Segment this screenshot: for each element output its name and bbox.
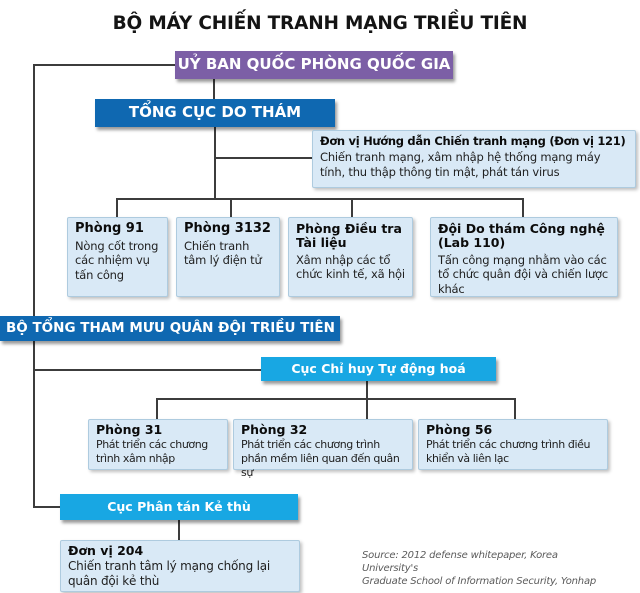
node-title: Đội Do thám Công nghệ (Lab 110)	[438, 221, 605, 251]
node-desc: Phát triển các chương trình điều khiển và liên lạc	[426, 438, 591, 466]
node-title: Đơn vị 204	[68, 543, 144, 558]
node-title: Phòng 3132	[184, 221, 271, 236]
connector-line	[33, 369, 262, 371]
connector-line	[117, 198, 524, 200]
node-title: Phòng 56	[426, 422, 493, 437]
node-automation-bureau	[261, 357, 496, 381]
connector-line	[213, 79, 215, 100]
connector-line	[230, 198, 232, 218]
node-title: Phòng Điều tra Tài liệu	[296, 221, 402, 251]
node-desc: Phát triển các chương trình xâm nhập	[96, 438, 208, 466]
source-attribution	[362, 549, 612, 588]
node-office-3132	[176, 217, 280, 297]
node-label: Cục Chỉ huy Tự động hoá	[291, 361, 466, 377]
node-office-31	[88, 419, 228, 470]
node-unit-121	[312, 130, 636, 188]
source-line: Graduate School of Information Security, Yonhap	[362, 576, 597, 587]
node-recon-general-bureau	[95, 99, 335, 127]
node-lab-110	[430, 217, 618, 297]
node-desc: Phát triển các chương trình phần mềm liên quan đến quân sự	[241, 438, 400, 479]
node-enemy-dispersion-bureau	[60, 494, 298, 520]
node-unit-204	[60, 540, 300, 592]
connector-line	[156, 398, 158, 420]
node-title: Phòng 32	[241, 422, 308, 437]
node-title: Đơn vị Hướng dẫn Chiến tranh mạng (Đơn vị 121)	[320, 134, 626, 148]
connector-line	[33, 64, 177, 66]
node-desc: Nòng cốt trong các nhiệm vụ tấn công	[75, 238, 159, 282]
node-desc: Chiến tranh tâm lý điện tử	[184, 238, 262, 268]
connector-line	[522, 198, 524, 218]
connector-line	[157, 398, 516, 400]
connector-line	[33, 506, 61, 508]
node-doc-investigation-office	[288, 217, 413, 297]
chart-title: BỘ MÁY CHIẾN TRANH MẠNG TRIỀU TIÊN	[112, 13, 528, 34]
connector-line	[514, 398, 516, 420]
connector-line	[33, 64, 35, 508]
node-national-defense-commission	[175, 51, 453, 79]
node-office-32	[233, 419, 413, 479]
connector-line	[214, 126, 216, 200]
node-desc: Chiến tranh tâm lý mạng chống lại quân đội kẻ thù	[68, 559, 271, 589]
node-office-56	[418, 419, 608, 470]
connector-line	[214, 157, 313, 159]
connector-line	[351, 198, 353, 218]
node-desc: Tấn công mạng nhằm vào các tổ chức quân đội và chiến lược khác	[438, 252, 609, 296]
node-desc: Xâm nhập các tổ chức kinh tế, xã hội	[296, 252, 405, 282]
connector-line	[178, 519, 180, 541]
connector-line	[366, 380, 368, 420]
node-office-91	[67, 217, 168, 297]
source-line: Source: 2012 defense whitepaper, Korea University's	[362, 550, 558, 574]
node-label: UỶ BAN QUỐC PHÒNG QUỐC GIA	[177, 55, 451, 74]
node-label: TỔNG CỤC DO THÁM	[128, 103, 302, 122]
node-label: BỘ TỔNG THAM MƯU QUÂN ĐỘI TRIỀU TIÊN	[6, 320, 335, 337]
node-desc: Chiến tranh mạng, xâm nhập hệ thống mạng máy tính, thu thập thông tin mật, phát tán virus	[320, 150, 601, 179]
node-title: Phòng 91	[75, 221, 144, 236]
node-general-staff	[0, 316, 340, 341]
node-title: Phòng 31	[96, 422, 163, 437]
node-label: Cục Phân tán Kẻ thù	[107, 499, 251, 515]
connector-line	[116, 198, 118, 218]
